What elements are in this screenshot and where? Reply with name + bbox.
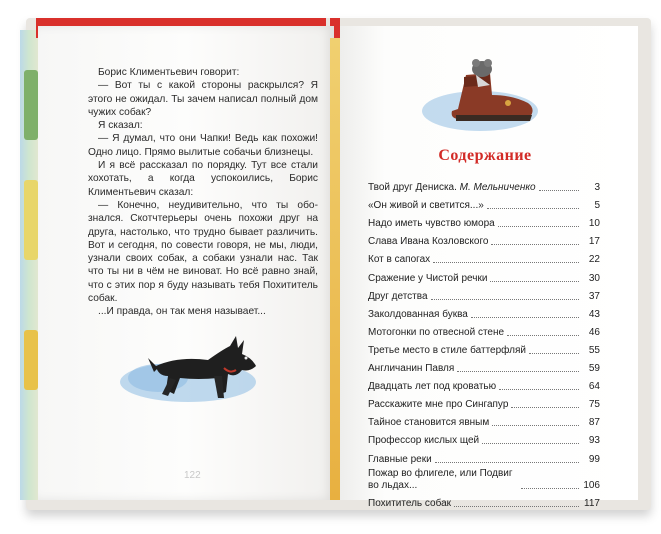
toc-entry-title: Тайное становится явным — [368, 417, 490, 429]
toc-entry-page: 43 — [588, 308, 600, 320]
leader-dots — [454, 506, 579, 507]
paragraph: И я всё рассказал по порядку. Тут все стали хохотать, а когда успокоились, Борис Климентьевич сказал: — [88, 160, 318, 198]
toc-entry[interactable] — [368, 212, 600, 230]
toc-entry-title: Надо иметь чувство юмора — [368, 218, 495, 230]
paragraph: Я сказал: — [98, 120, 143, 132]
toc-entry-page: 37 — [588, 290, 600, 302]
toc-entry-title: Двадцать лет под кроватью — [368, 381, 497, 393]
leader-dots — [487, 208, 579, 209]
toc-entry[interactable] — [368, 411, 600, 429]
toc-entry[interactable] — [368, 303, 600, 321]
toc-entry-title: Друг детства — [368, 290, 428, 302]
toc-entry-page: 64 — [588, 381, 600, 393]
spine — [330, 38, 340, 500]
toc-entry[interactable] — [368, 194, 600, 212]
leader-dots — [511, 407, 579, 408]
toc-entry-title: Похититель собак — [368, 497, 452, 509]
toc-entry-page: 55 — [588, 344, 600, 356]
page-number: 122 — [184, 470, 201, 481]
boot-with-mouse-illustration — [420, 55, 540, 140]
leader-dots — [491, 244, 579, 245]
scottish-terrier-illustration — [118, 328, 268, 411]
leader-dots — [507, 335, 579, 336]
toc-entry-page: 17 — [588, 236, 600, 248]
toc-entry[interactable] — [368, 357, 600, 375]
toc-entry-page: 87 — [588, 417, 600, 429]
toc-entry[interactable] — [368, 447, 600, 465]
toc-entry-page: 75 — [588, 399, 600, 411]
toc-entry-page: 59 — [588, 363, 600, 375]
toc-entry-page: 3 — [594, 182, 600, 194]
toc-entry-title: Англичанин Павля — [368, 363, 455, 375]
toc-entry[interactable] — [368, 266, 600, 284]
leader-dots — [521, 488, 579, 489]
leader-dots — [431, 299, 579, 300]
leader-dots — [499, 389, 579, 390]
toc-entry-page: 22 — [588, 254, 600, 266]
story-text — [88, 66, 318, 319]
toc-entry-title: Сражение у Чистой речки — [368, 272, 488, 284]
paragraph: — Конечно, неудивительно, что ты обознался. Скотчтерьеры очень похожи друг на друга, настолько, что трудно бывает различить. Вот и сегодня, по совести говоря, не мы, люди, узнали своих собак, а собаки узнали нас. Так что ты ни в чём не виноват. Но всё равно знай, что с этих пор я буду называть тебя Похититель собак. — [88, 199, 318, 305]
table-of-contents — [368, 176, 600, 510]
toc-title: Содержание — [438, 147, 532, 164]
toc-entry-page: 99 — [588, 453, 600, 465]
paragraph: — Я думал, что они Чапки! Ведь как похожи! Одно лицо. Прямо вылитые собачьи близнецы. — [88, 133, 318, 158]
toc-entry-page: 93 — [588, 435, 600, 447]
toc-entry-title: Слава Ивана Козловского — [368, 236, 489, 248]
toc-entry[interactable] — [368, 429, 600, 447]
paragraph: — Вот ты с какой стороны раскрылся? Я этого не ожидал. Ты зачем написал полный дом чужих собак? — [88, 80, 318, 118]
leader-dots — [471, 317, 579, 318]
toc-entry[interactable] — [368, 248, 600, 266]
toc-entry-page: 106 — [583, 479, 600, 491]
toc-entry-title: Профессор кислых щей — [368, 435, 480, 447]
toc-entry-page: 10 — [588, 218, 600, 230]
toc-entry-title: Кот в сапогах — [368, 254, 431, 266]
toc-entry-title: «Он живой и светится...» — [368, 200, 484, 212]
paragraph: ...И правда, он так меня называет... — [98, 306, 266, 318]
toc-entry[interactable] — [368, 393, 600, 411]
leader-dots — [482, 443, 579, 444]
toc-entry-title: Расскажите мне про Сингапур — [368, 399, 509, 411]
toc-entry-page: 46 — [588, 326, 600, 338]
paragraph: Борис Климентьевич говорит: — [98, 67, 240, 78]
toc-entry[interactable] — [368, 339, 600, 357]
leader-dots — [539, 190, 579, 191]
toc-entry-title: Твой друг Дениска. — [368, 182, 460, 194]
leader-dots — [529, 353, 579, 354]
toc-entry[interactable] — [368, 321, 600, 339]
toc-entry-page: 5 — [594, 200, 600, 212]
toc-entry-author: М. Мельниченко — [459, 182, 536, 194]
toc-entry[interactable] — [368, 466, 600, 492]
toc-entry-title: Пожар во флигеле, или Подвиг во льдах... — [368, 467, 513, 491]
toc-entry[interactable] — [368, 230, 600, 248]
toc-entry[interactable] — [368, 375, 600, 393]
toc-entry-title: Третье место в стиле баттерфляй — [368, 344, 526, 356]
toc-entry-page: 117 — [584, 497, 600, 509]
leader-dots — [498, 226, 579, 227]
leader-dots — [433, 262, 579, 263]
toc-entry[interactable] — [368, 492, 600, 510]
toc-entry-title: Заколдованная буква — [368, 308, 468, 320]
toc-entry-page: 30 — [588, 272, 600, 284]
toc-entry[interactable] — [368, 176, 600, 194]
toc-entry[interactable] — [368, 285, 600, 303]
leader-dots — [435, 462, 579, 463]
leader-dots — [490, 281, 579, 282]
leader-dots — [457, 371, 579, 372]
toc-entry-title: Мотогонки по отвесной стене — [368, 326, 505, 338]
leader-dots — [492, 425, 579, 426]
toc-entry-title: Главные реки — [368, 453, 432, 465]
